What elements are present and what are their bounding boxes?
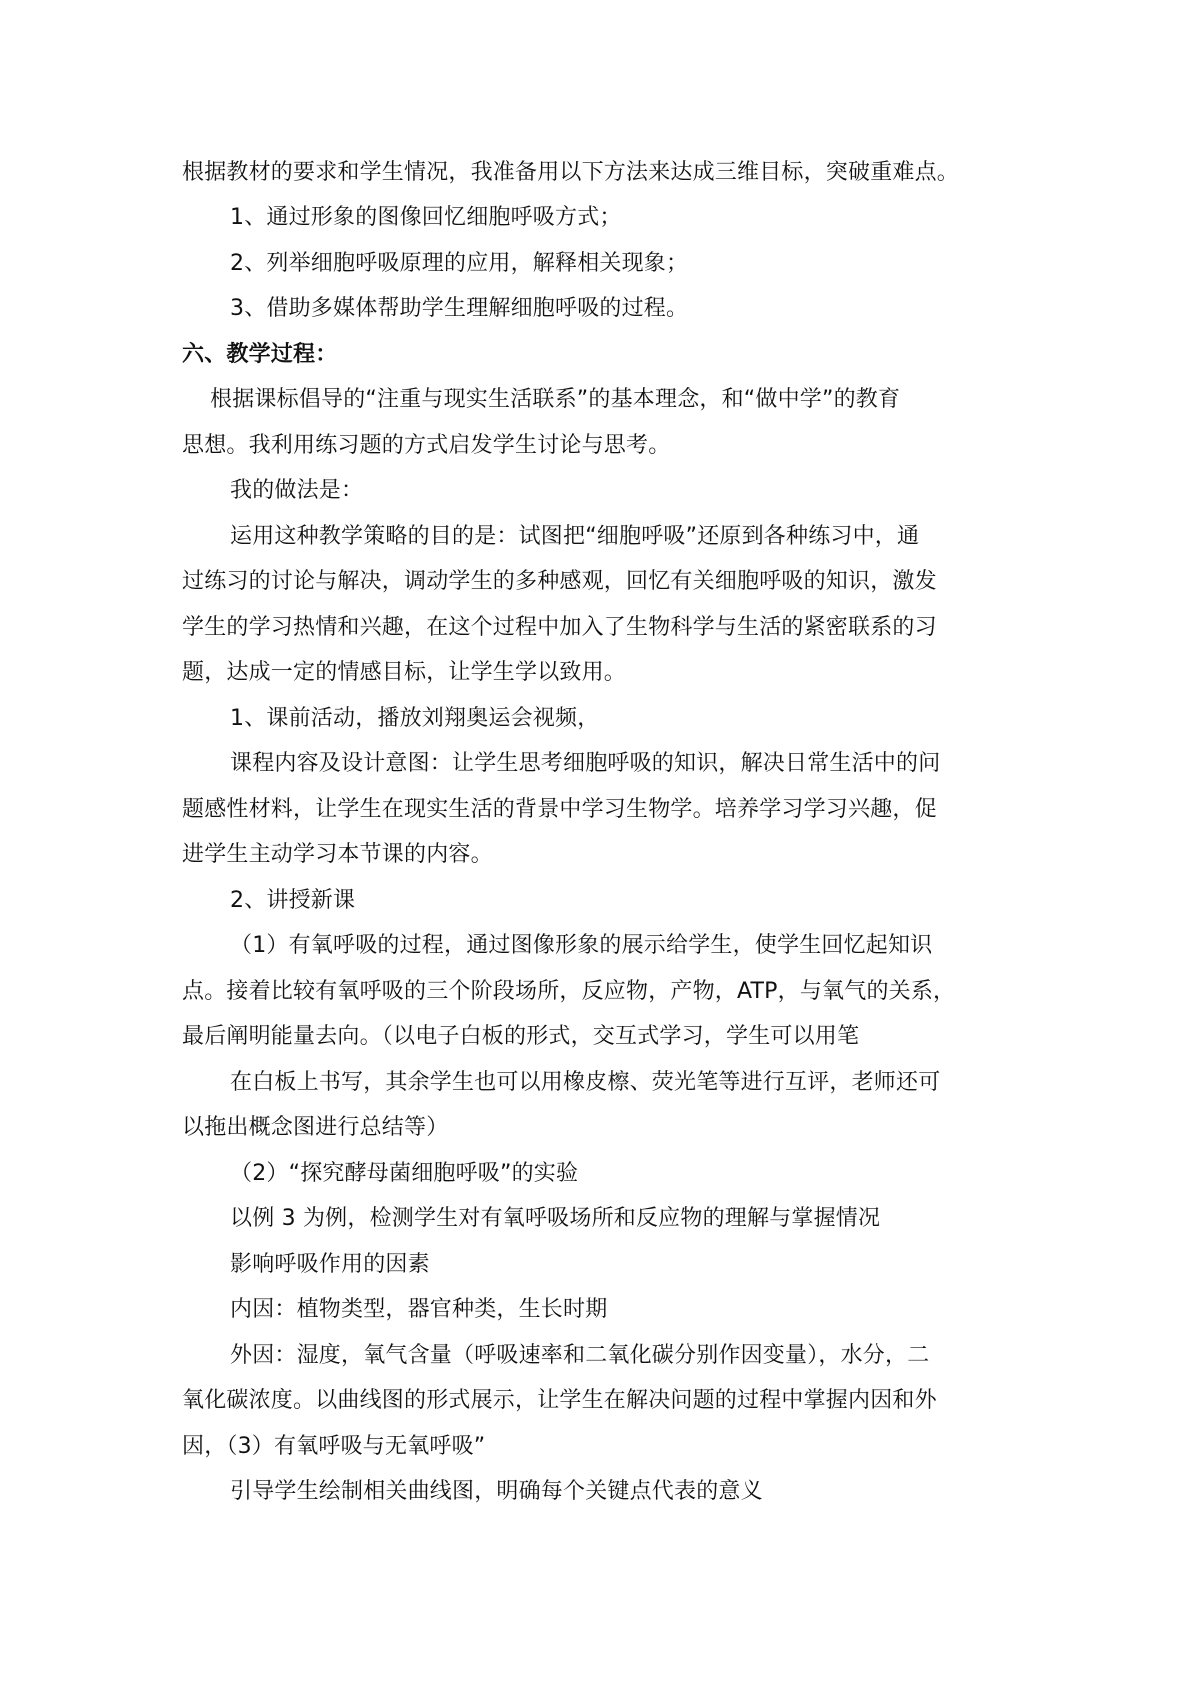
text-line: 最后阐明能量去向。（以电子白板的形式，交互式学习，学生可以用笔: [182, 1024, 860, 1049]
list-item: 1、通过形象的图像回忆细胞呼吸方式；: [230, 205, 622, 230]
text-line: 在白板上书写，其余学生也可以用橡皮檫、荧光笔等进行互评，老师还可: [230, 1070, 941, 1095]
text-line: 内因：植物类型，器官种类，生长时期: [230, 1297, 608, 1322]
text-line: 运用这种教学策略的目的是：试图把“细胞呼吸”还原到各种练习中，通: [230, 524, 920, 549]
text-line: （2）“探究酵母菌细胞呼吸”的实验: [230, 1161, 579, 1186]
text-line: （1）有氧呼吸的过程，通过图像形象的展示给学生，使学生回忆起知识: [230, 933, 933, 958]
text-line: 因，（3）有氧呼吸与无氧呼吸”: [182, 1434, 486, 1459]
text-line: 以拖出概念图进行总结等）: [182, 1115, 449, 1140]
text-line: 点。接着比较有氧呼吸的三个阶段场所，反应物，产物，ATP，与氧气的关系，: [182, 979, 956, 1004]
text-line: 题，达成一定的情感目标，让学生学以致用。: [182, 660, 627, 685]
text-line: 学生的学习热情和兴趣，在这个过程中加入了生物科学与生活的紧密联系的习: [182, 615, 937, 640]
list-item: 1、课前活动，播放刘翔奥运会视频，: [230, 706, 600, 731]
text-line: 引导学生绘制相关曲线图，明确每个关键点代表的意义: [230, 1479, 763, 1504]
text-line: 根据课标倡导的“注重与现实生活联系”的基本理念，和“做中学”的教育: [210, 387, 901, 412]
list-item: 2、列举细胞呼吸原理的应用，解释相关现象；: [230, 251, 689, 276]
text-line: 影响呼吸作用的因素: [230, 1252, 430, 1277]
list-item: 2、讲授新课: [230, 888, 356, 913]
text-line: 进学生主动学习本节课的内容。: [182, 842, 493, 867]
text-line: 我的做法是：: [230, 478, 364, 503]
text-line: 氧化碳浓度。以曲线图的形式展示，让学生在解决问题的过程中掌握内因和外: [182, 1388, 937, 1413]
text-line: 根据教材的要求和学生情况，我准备用以下方法来达成三维目标，突破重难点。: [182, 160, 960, 185]
text-line: 以例 3 为例，检测学生对有氧呼吸场所和反应物的理解与掌握情况: [230, 1206, 881, 1231]
text-line: 过练习的讨论与解决，调动学生的多种感观，回忆有关细胞呼吸的知识，激发: [182, 569, 937, 594]
text-line: 思想。我利用练习题的方式启发学生讨论与思考。: [182, 433, 671, 458]
list-item: 3、借助多媒体帮助学生理解细胞呼吸的过程。: [230, 296, 689, 321]
section-heading: 六、教学过程：: [182, 342, 338, 367]
text-line: 题感性材料，让学生在现实生活的背景中学习生物学。培养学习学习兴趣，促: [182, 797, 937, 822]
text-line: 课程内容及设计意图：让学生思考细胞呼吸的知识，解决日常生活中的问: [230, 751, 941, 776]
text-line: 外因：湿度，氧气含量（呼吸速率和二氧化碳分别作因变量），水分，二: [230, 1343, 930, 1368]
